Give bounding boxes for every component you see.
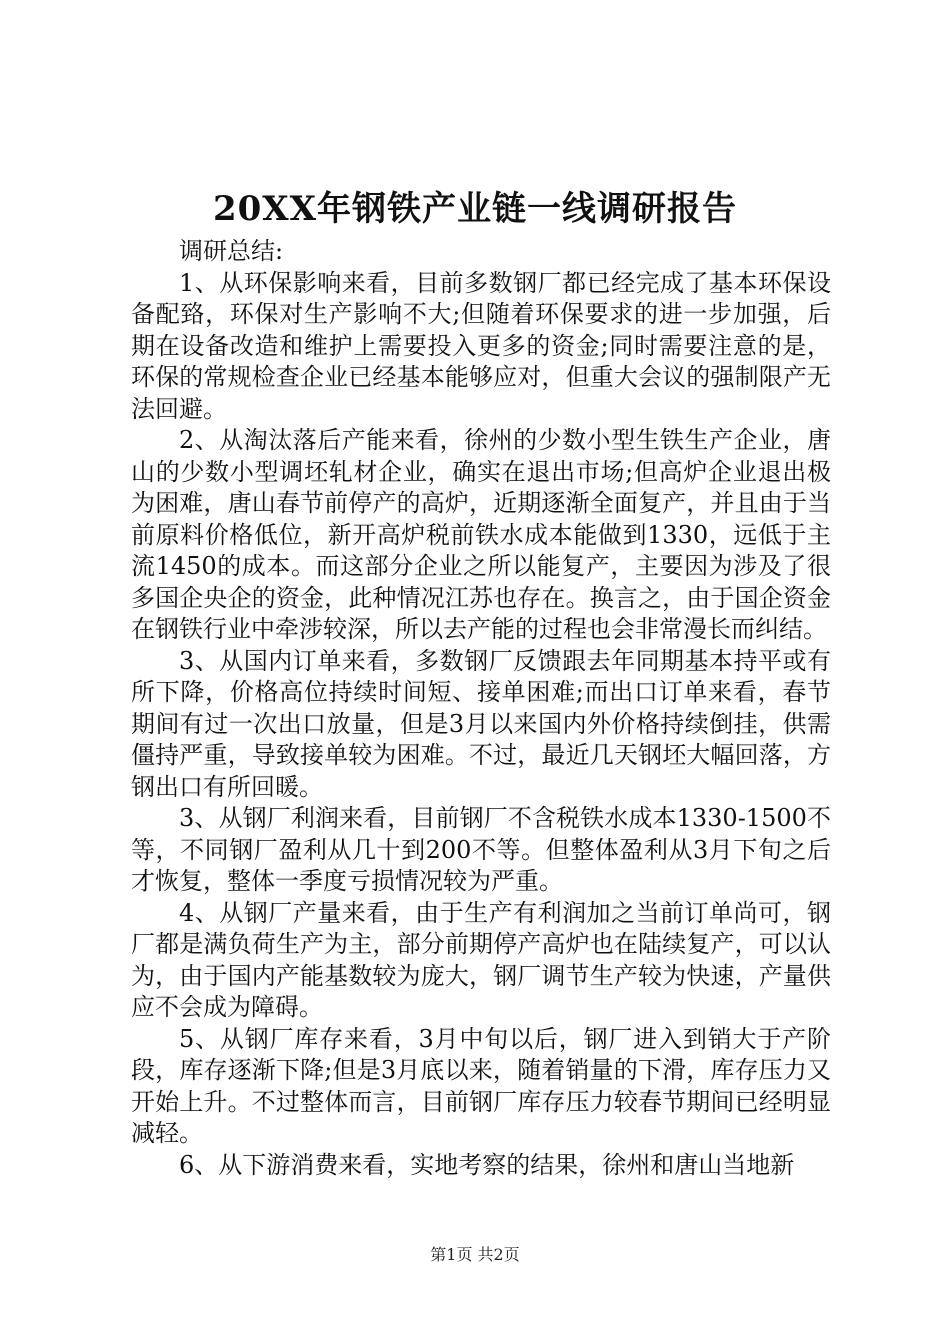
- body-paragraph: 3、从钢厂利润来看，目前钢厂不含税铁水成本1330-1500不等，不同钢厂盈利从几十到200不等。但整体盈利从3月下旬之后才恢复，整体一季度亏损情况较为严重。: [131, 804, 831, 895]
- body-paragraph: 2、从淘汰落后产能来看，徐州的少数小型生铁生产企业，唐山的少数小型调坯轧材企业，确实在退出市场;但高炉企业退出极为困难，唐山春节前停产的高炉，近期逐渐全面复产，并且由于当前原料价格低位，新开高炉税前铁水成本能做到1330，远低于主流1450的成本。而这部分企业之所以能复产，主要因为涉及了很多国企央企的资金，此种情况江苏也存在。换言之，由于国企资金在钢铁行业中牵涉较深，所以去产能的过程也会非常漫长而纠结。: [131, 426, 831, 643]
- document-body: [131, 236, 831, 1181]
- body-paragraph: 4、从钢厂产量来看，由于生产有利润加之当前订单尚可，钢厂都是满负荷生产为主，部分前期停产高炉也在陆续复产，可以认为，由于国内产能基数较为庞大，钢厂调节生产较为快速，产量供应不会成为障碍。: [131, 898, 831, 1021]
- body-paragraph: 1、从环保影响来看，目前多数钢厂都已经完成了基本环保设备配臵，环保对生产影响不大;但随着环保要求的进一步加强，后期在设备改造和维护上需要投入更多的资金;同时需要注意的是，环保的常规检查企业已经基本能够应对，但重大会议的强制限产无法回避。: [131, 268, 831, 423]
- body-paragraph: 5、从钢厂库存来看，3月中旬以后，钢厂进入到销大于产阶段，库存逐渐下降;但是3月底以来，随着销量的下滑，库存压力又开始上升。不过整体而言，目前钢厂库存压力较春节期间已经明显减轻。: [131, 1024, 831, 1147]
- body-paragraph: 调研总结:: [179, 237, 284, 265]
- page-number-footer: 第1页 共2页: [430, 1245, 520, 1264]
- body-paragraph: 6、从下游消费来看，实地考察的结果，徐州和唐山当地新: [179, 1150, 795, 1179]
- body-paragraph: 3、从国内订单来看，多数钢厂反馈跟去年同期基本持平或有所下降，价格高位持续时间短、接单困难;而出口订单来看，春节期间有过一次出口放量，但是3月以来国内外价格持续倒挂，供需僵持严重，导致接单较为困难。不过，最近几天钢坯大幅回落，方钢出口有所回暖。: [131, 646, 831, 801]
- document-title: 20XX年钢铁产业链一线调研报告: [212, 189, 738, 229]
